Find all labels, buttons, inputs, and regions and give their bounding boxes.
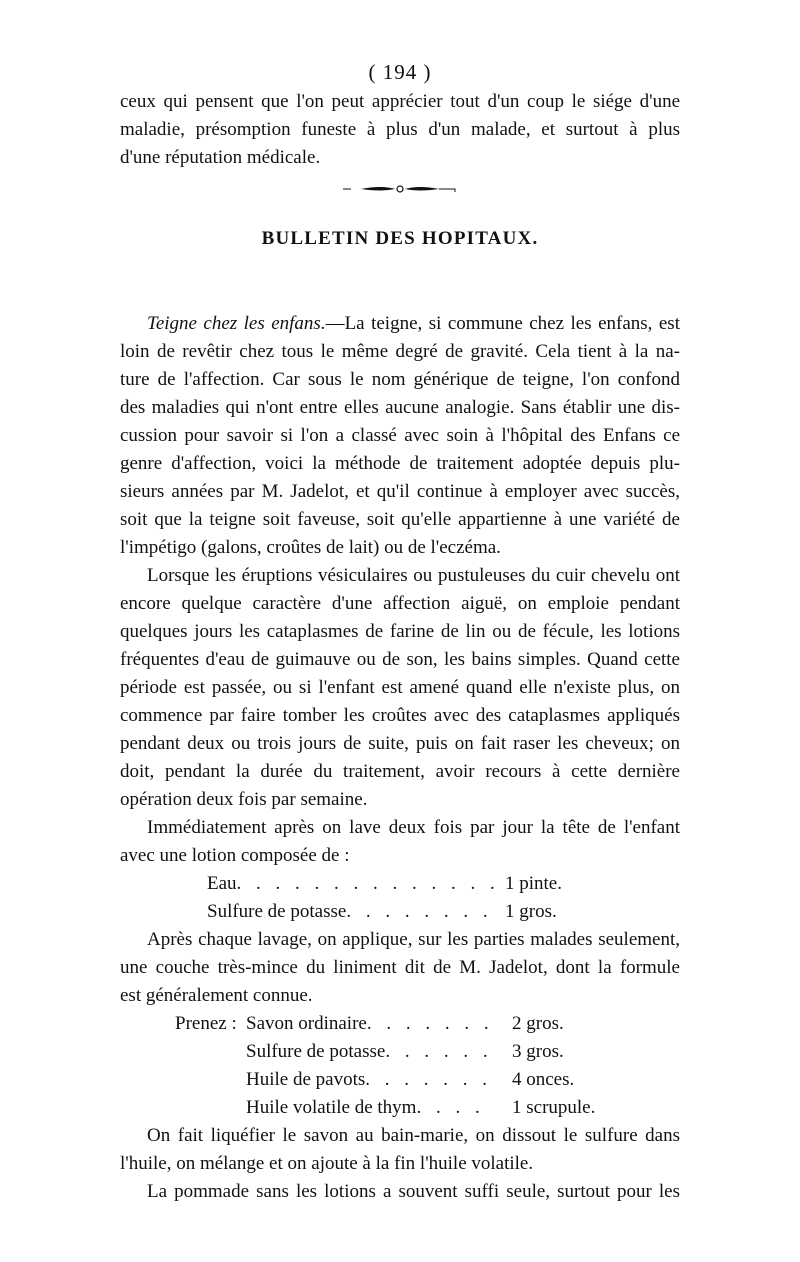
paragraph-line: l'huile, on mélange et on ajoute à la fin l'huile volatile. (120, 1153, 534, 1174)
paragraph-line: commence par faire tomber les croûtes avec des cataplasmes appliqués (120, 705, 680, 726)
intro-line: maladie, présomption funeste à plus d'un malade, et surtout à plus (120, 119, 680, 140)
paragraph-line: des maladies qui n'ont entre elles aucune analogie. Sans établir une dis- (120, 397, 680, 418)
lotion-amount: 1 pinte. (505, 873, 562, 894)
paragraph-line: soit que la teigne soit faveuse, soit qu'elle appartienne à une variété de (120, 509, 680, 530)
recipe-ingredient: Huile de pavots. . . . . . . (246, 1069, 493, 1090)
paragraph-line: l'impétigo (galons, croûtes de lait) ou de l'eczéma. (120, 537, 501, 558)
recipe-amount: 3 gros. (512, 1041, 564, 1062)
lotion-ingredient: Sulfure de potasse. . . . . . . . (207, 901, 493, 922)
paragraph-line: fréquentes d'eau de guimauve ou de son, les bains simples. Quand cette (120, 649, 680, 670)
paragraph-line: On fait liquéfier le savon au bain-marie, on dissout le sulfure dans (147, 1125, 680, 1146)
recipe-ingredient: Savon ordinaire. . . . . . . (246, 1013, 494, 1034)
paragraph-line: Immédiatement après on lave deux fois par jour la tête de l'enfant (147, 817, 680, 838)
paragraph-line: quelques jours les cataplasmes de farine de lin ou de fécule, les lotions (120, 621, 680, 642)
paragraph-line: Lorsque les éruptions vésiculaires ou pustuleuses du cuir chevelu ont (147, 565, 680, 586)
paragraph-line: sieurs années par M. Jadelot, et qu'il continue à employer avec succès, (120, 481, 680, 502)
paragraph-line: La pommade sans les lotions a souvent suffi seule, surtout pour les (147, 1181, 680, 1202)
paragraph-line: doit, pendant la durée du traitement, avoir recours à cette dernière (120, 761, 680, 782)
paragraph-line: ture de l'affection. Car sous le nom générique de teigne, l'on confond (120, 369, 680, 390)
recipe-amount: 1 scrupule. (512, 1097, 596, 1118)
paragraph-text: —La teigne, si commune chez les enfans, est (325, 313, 680, 334)
intro-line: d'une réputation médicale. (120, 147, 321, 168)
section-divider-ornament (343, 184, 457, 194)
page-number: ( 194 ) (368, 60, 432, 84)
section-heading: BULLETIN DES HOPITAUX. (261, 228, 539, 249)
paragraph-line: encore quelque caractère d'une affection aiguë, on emploie pendant (120, 593, 680, 614)
recipe-lead: Prenez : (175, 1013, 237, 1034)
intro-line: ceux qui pensent que l'on peut apprécier tout d'un coup le siége d'une (120, 91, 680, 112)
paragraph-line: est généralement connue. (120, 985, 313, 1006)
paragraph-line: genre d'affection, voici la méthode de traitement adoptée depuis plu- (120, 453, 680, 474)
paragraph-line: Après chaque lavage, on applique, sur les parties malades seulement, (147, 929, 680, 950)
paragraph-line: loin de revêtir chez tous le même degré de gravité. Cela tient à la na- (120, 341, 680, 362)
paragraph-line: opération deux fois par semaine. (120, 789, 368, 810)
paragraph-title: Teigne chez les enfans. (147, 313, 326, 334)
recipe-ingredient: Sulfure de potasse. . . . . . (246, 1041, 493, 1062)
paragraph-line (147, 310, 680, 338)
paragraph-line: cussion pour savoir si l'on a classé avec soin à l'hôpital des Enfans ce (120, 425, 680, 446)
paragraph-line: période est passée, ou si l'enfant est amené quand elle n'existe plus, on (120, 677, 680, 698)
paragraph-line: une couche très-mince du liniment dit de M. Jadelot, dont la formule (120, 957, 680, 978)
lotion-ingredient: Eau. . . . . . . . . . . . . . (207, 873, 500, 894)
lotion-amount: 1 gros. (505, 901, 557, 922)
paragraph-line: avec une lotion composée de : (120, 845, 350, 866)
recipe-amount: 4 onces. (512, 1069, 575, 1090)
recipe-amount: 2 gros. (512, 1013, 564, 1034)
recipe-ingredient: Huile volatile de thym. . . . (246, 1097, 485, 1118)
paragraph-line: pendant deux ou trois jours de suite, puis on fait raser les cheveux; on (120, 733, 680, 754)
